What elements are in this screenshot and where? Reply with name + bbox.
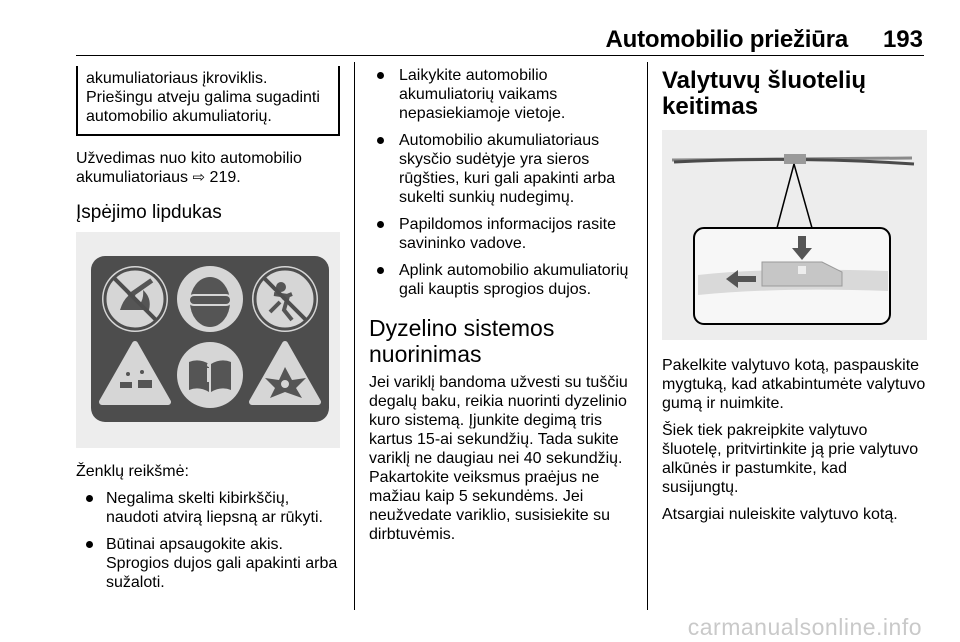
list-item: Negalima skelti kibirkščių, naudoti atvirą liepsną ar rūkyti. bbox=[76, 489, 340, 527]
page-header-title: Automobilio priežiūra bbox=[605, 26, 848, 53]
page-ref-arrow-icon: ⇨ bbox=[192, 169, 206, 186]
list-item: Papildomos informacijos rasite savininko vadove. bbox=[369, 215, 633, 253]
column-1 bbox=[76, 66, 340, 600]
column-2 bbox=[369, 66, 633, 544]
watermark: carmanualsonline.info bbox=[687, 614, 922, 640]
jump-start-text: Užvedimas nuo kito automobilio akumuliatoriaus bbox=[76, 150, 302, 186]
label-heading: Įspėjimo lipdukas bbox=[76, 202, 222, 223]
wiper-blade-figure bbox=[662, 130, 927, 340]
read-manual-icon bbox=[177, 342, 243, 408]
warning-box bbox=[76, 66, 340, 136]
diesel-heading: Dyzelino sistemos nuorinimas bbox=[369, 315, 555, 367]
safety-list bbox=[369, 66, 633, 299]
jump-start-paragraph bbox=[76, 149, 340, 187]
wiper-step-3: Atsargiai nuleiskite valytuvo kotą. bbox=[662, 506, 898, 523]
jump-start-ref-link[interactable]: 219. bbox=[209, 169, 241, 186]
warning-label-figure bbox=[76, 232, 340, 448]
diesel-paragraph: Jei variklį bandoma užvesti su tuščiu degalų baku, reikia nuorinti dyzelinio kuro sistemą. Įjunkite degimą tris kartus 15-ai sekundžių. Tada sukite variklį ne daugiau nei 40 sekundžių. Pakartokite veiksmus praėjus ne mažiau kaip 5 sekundėms. Jei neužvedate variklio, susisiekite su dirbtuvėmis. bbox=[369, 374, 628, 543]
list-item: Automobilio akumuliatoriaus skysčio sudėtyje yra sieros rūgšties, kuri gali apakinti arba sukelti sunkių nudegimų. bbox=[369, 131, 633, 207]
wiper-heading: Valytuvų šluotelių keitimas bbox=[662, 67, 867, 120]
list-item: Aplink automobilio akumuliatorių gali kauptis sprogios dujos. bbox=[369, 261, 633, 299]
bullet-icon bbox=[86, 495, 93, 502]
bullet-icon bbox=[377, 221, 384, 228]
no-smoking-fire-icon bbox=[102, 266, 168, 332]
column-divider-2 bbox=[647, 62, 648, 610]
wiper-step-2: Šiek tiek pakreipkite valytuvo šluotelę, pritvirtinkite ją prie valytuvo alkūnės ir pastumkite, kad susijungtų. bbox=[662, 422, 919, 496]
column-divider-1 bbox=[354, 62, 355, 610]
bullet-icon bbox=[377, 137, 384, 144]
symbols-list bbox=[76, 489, 340, 592]
bullet-icon bbox=[377, 267, 384, 274]
header-rule bbox=[76, 55, 924, 56]
list-item: Būtinai apsaugokite akis. Sprogios dujos gali apakinti arba sužaloti. bbox=[76, 535, 340, 592]
warning-box-text: akumuliatoriaus įkroviklis. Priešingu atveju galima sugadinti automobilio akumuliatorių. bbox=[86, 70, 320, 125]
symbols-intro: Ženklų reikšmė: bbox=[76, 463, 189, 480]
page-number: 193 bbox=[882, 26, 923, 53]
keep-children-away-icon bbox=[252, 266, 318, 332]
column-3 bbox=[662, 66, 927, 524]
list-item: Laikykite automobilio akumuliatorių vaikams nepasiekiamoje vietoje. bbox=[369, 66, 633, 123]
bullet-icon bbox=[377, 72, 384, 79]
bullet-icon bbox=[86, 541, 93, 548]
wiper-step-1: Pakelkite valytuvo kotą, paspauskite mygtuką, kad atkabintumėte valytuvo gumą ir nuimkite. bbox=[662, 357, 926, 412]
eye-protection-icon bbox=[177, 266, 243, 332]
